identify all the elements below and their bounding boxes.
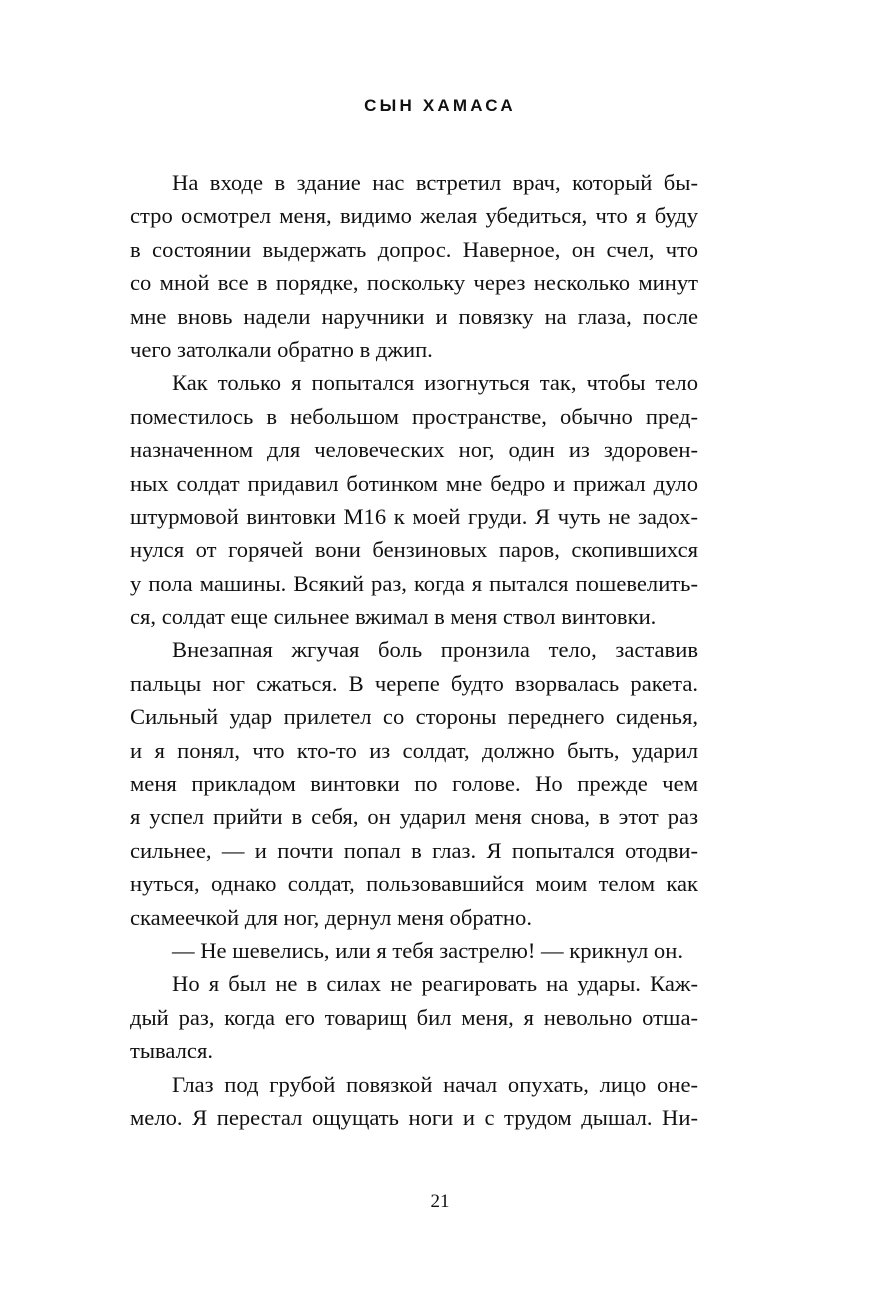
text-line: чего затолкали обратно в джип.	[130, 336, 433, 362]
text-line: мне вновь надели наручники и повязку на глаза, после	[130, 303, 698, 329]
dialogue-line: — Не шевелись, или я тебя застрелю! — крикнул он.	[172, 937, 683, 963]
body-text	[130, 166, 698, 1134]
text-line: я успел прийти в себя, он ударил меня снова, в этот раз	[130, 804, 698, 830]
text-line: скамеечкой для ног, дернул меня обратно.	[130, 904, 532, 930]
text-line: тывался.	[130, 1038, 213, 1064]
text-line: нулся от горячей вони бензиновых паров, скопившихся	[130, 537, 698, 563]
text-line: стро осмотрел меня, видимо желая убедиться, что я буду	[130, 203, 698, 229]
text-line: ных солдат придавил ботинком мне бедро и прижал дуло	[130, 470, 698, 496]
running-head: СЫН ХАМАСА	[364, 96, 516, 115]
text-line: мело. Я перестал ощущать ноги и с трудом дышал. Ни-	[130, 1104, 698, 1130]
text-line: в состоянии выдержать допрос. Наверное, он счел, что	[130, 236, 698, 262]
text-line: Сильный удар прилетел со стороны переднего сиденья,	[130, 704, 698, 730]
text-line: у пола машины. Всякий раз, когда я пытался пошевелить-	[130, 570, 698, 596]
text-line: и я понял, что кто-то из солдат, должно быть, ударил	[130, 737, 698, 763]
text-line: Как только я попытался изогнуться так, чтобы тело	[172, 370, 698, 396]
page-number: 21	[430, 1191, 450, 1212]
text-line: поместилось в небольшом пространстве, обычно пред-	[130, 403, 698, 429]
text-line: сильнее, — и почти попал в глаз. Я попытался отодви-	[130, 837, 698, 863]
text-line: пальцы ног сжаться. В черепе будто взорвалась ракета.	[130, 670, 698, 696]
text-line: ся, солдат еще сильнее вжимал в меня ствол винтовки.	[130, 604, 657, 630]
text-line: Но я был не в силах не реагировать на удары. Каж-	[172, 971, 698, 997]
text-line: На входе в здание нас встретил врач, который бы-	[172, 170, 698, 195]
text-line: назначенном для человеческих ног, один из здоровен-	[130, 437, 698, 463]
text-line: меня прикладом винтовки по голове. Но прежде чем	[130, 771, 698, 797]
text-line: дый раз, когда его товарищ бил меня, я невольно отша-	[130, 1004, 698, 1030]
text-line: со мной все в порядке, поскольку через несколько минут	[130, 270, 698, 296]
text-line: нуться, однако солдат, пользовавшийся моим телом как	[130, 871, 698, 897]
text-line: Внезапная жгучая боль пронзила тело, заставив	[172, 637, 698, 663]
text-line: штурмовой винтовки М16 к моей груди. Я чуть не задох-	[130, 503, 698, 529]
text-line: Глаз под грубой повязкой начал опухать, лицо оне-	[172, 1071, 698, 1097]
